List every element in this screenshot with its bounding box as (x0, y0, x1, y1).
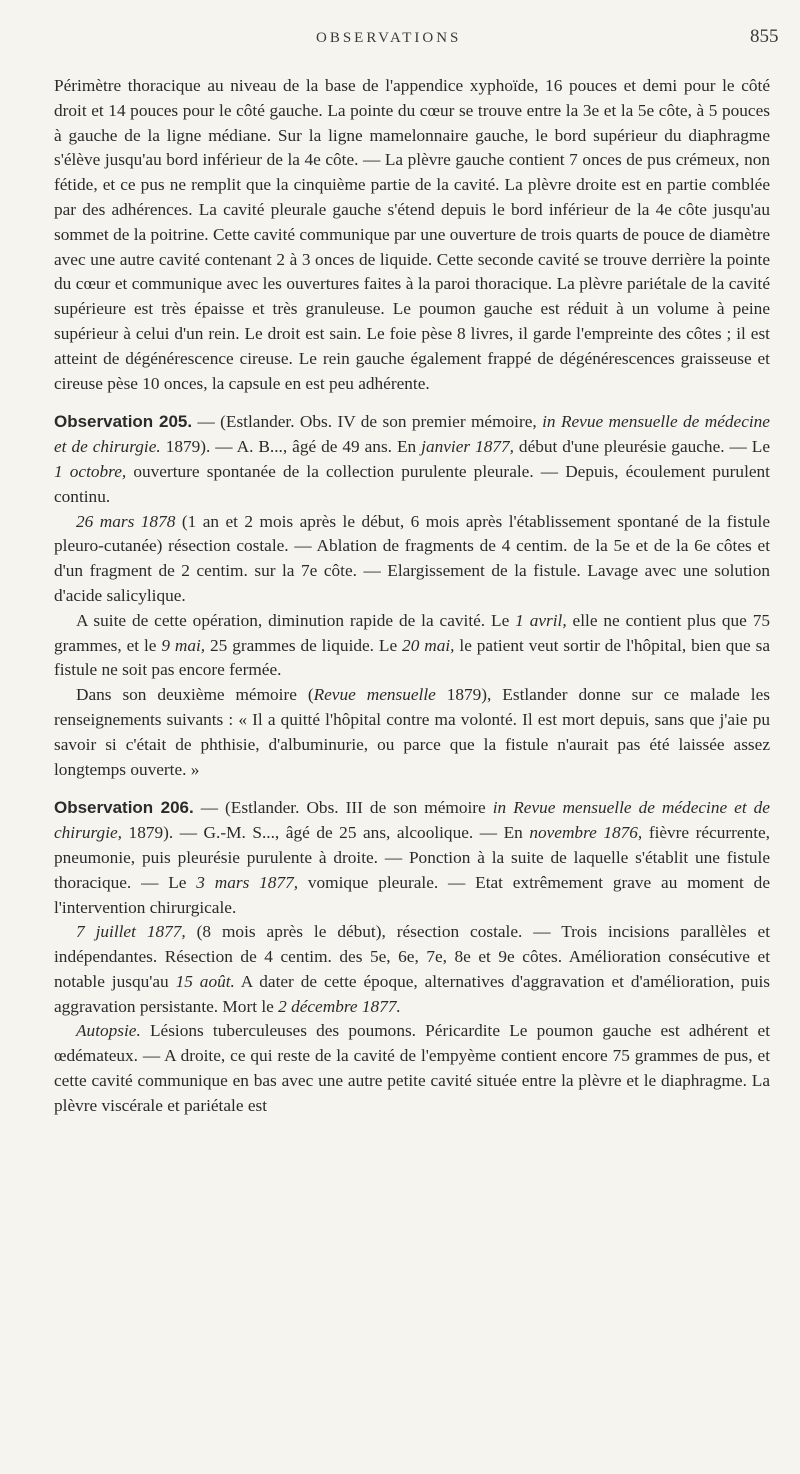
text-run: A suite de cette opération, diminution rapide de la cavité. Le (76, 610, 516, 630)
text-run: 1879). — G.-M. S..., âgé de 25 ans, alcoolique. — En (122, 823, 530, 843)
page-number: 855 (750, 26, 779, 47)
page-header (0, 24, 800, 58)
italic-run: 20 mai, (402, 635, 455, 655)
italic-run: Revue mensuelle (313, 685, 436, 705)
italic-run: novembre 1876, (529, 823, 643, 843)
text-run: ouverture spontanée de la collection purulente pleurale. — Depuis, écoulement purulent continu. (54, 461, 770, 506)
observation-205-paragraph-2 (54, 510, 770, 609)
observation-205-paragraph-3 (54, 609, 770, 683)
italic-run: 3 mars 1877, (196, 872, 299, 892)
text-run: 1879), Estlander donne sur ce malade les renseignements suivants : « Il a quitté l'hôpital contre ma volonté. Il est mort depuis, sans que j'aie pu savoir si c'était de phthisie, d'albuminurie, ou parce que la fistule n'aurait pas été laissée assez longtemps ouverte. » (54, 685, 770, 779)
text-run: (1 an et 2 mois après le début, 6 mois après l'établissement spontané de la fistule pleuro-cutanée) résection costale. — Ablation de fragments de 4 centim. de la 5e et de la 6e côtes et d'un fragment de 2 centim. sur la 7e côte. — Elargissement de la fistule. Lavage avec une solution d'acide salicylique. (54, 511, 770, 605)
observation-205-heading-paragraph (54, 410, 770, 509)
text-run: — (Estlander. Obs. III de son mémoire (193, 798, 493, 818)
italic-run: Autopsie. (76, 1021, 141, 1041)
text-run: fièvre récurrente, pneumonie, puis pleurésie purulente à droite. — Ponction à la suite de laquelle s'établit une fistule thoracique. — Le (54, 823, 771, 892)
text-run: Dans son deuxième mémoire ( (76, 685, 314, 705)
text-run: Lésions tuberculeuses des poumons. Péricardite Le poumon gauche est adhérent et œdémateux. — A droite, ce qui reste de la cavité de l'empyème contient encore 75 grammes de pus, et cette cavité communique en bas avec une autre petite cavité située entre la plèvre et le diaphragme. La plèvre viscérale et pariétale est (54, 1021, 770, 1115)
running-head: OBSERVATIONS (316, 30, 462, 46)
text-run: (8 mois après le début), résection costale. — Trois incisions parallèles et indépendantes. Résection de 4 centim. des 5e, 6e, 7e, 8e et 9e côtes. Amélioration consécutive et notable jusqu'au (54, 922, 770, 991)
italic-run: in Revue mensuelle de médecine et de chirurgie, (54, 798, 770, 843)
text-run: — (Estlander. Obs. IV de son premier mémoire, (192, 412, 543, 432)
italic-run: 2 décembre 1877. (278, 996, 401, 1016)
paragraph-continued: Périmètre thoracique au niveau de la base de l'appendice xyphoïde, 16 pouces et demi pour le côté droit et 14 pouces pour le côté gauche. La pointe du cœur se trouve entre la 3e et la 5e côte, à 5 pouces à gauche de la ligne médiane. Sur la ligne mamelonnaire gauche, le bord supérieur du diaphragme s'élève jusqu'au bord inférieur de la 4e côte. — La plèvre gauche contient 7 onces de pus crémeux, non fétide, et ce pus ne remplit que la cinquième partie de la cavité. La plèvre droite est en partie comblée par des adhérences. La cavité pleurale gauche s'étend depuis le bord inférieur de la 4e côte jusqu'au sommet de la poitrine. Cette cavité communique par une ouverture de trois quarts de pouce de diamètre avec une autre cavité contenant 2 à 3 onces de liquide. Cette seconde cavité se trouve derrière la pointe du cœur et communique avec les ouvertures faites à la paroi thoracique. La plèvre pariétale de la cavité supérieure est très épaisse et très granuleuse. Le poumon gauche est réduit à un volume à peine supérieur à celui d'un rein. Le droit est sain. Le foie pèse 8 livres, il garde l'empreinte des côtes ; il est atteint de dégénérescence cireuse. Le rein gauche également frappé de dégénérescences graisseuse et cireuse pèse 10 onces, la capsule en est peu adhérente. (54, 76, 770, 393)
text-run: 1879). — A. B..., âgé de 49 ans. En (160, 437, 422, 457)
observation-205-title: Observation 205. (54, 412, 193, 432)
observation-206-heading-paragraph (54, 796, 770, 920)
text-run: le patient veut sortir de l'hôpital, bien que sa fistule ne soit pas encore fermée. (54, 635, 771, 680)
italic-run: 9 mai, (161, 635, 206, 655)
observation-206-paragraph-3 (54, 1019, 770, 1118)
body-text (54, 74, 770, 1119)
italic-run: 7 juillet 1877, (76, 922, 186, 942)
text-run: elle ne contient plus que 75 grammes, et le (54, 610, 770, 655)
observation-206-title: Observation 206. (54, 798, 194, 818)
italic-run: 26 mars 1878 (76, 511, 176, 531)
observation-205-paragraph-4 (54, 683, 770, 782)
italic-run: 1 avril, (515, 610, 567, 630)
text-run: vomique pleurale. — Etat extrêmement grave au moment de l'intervention chirurgicale. (54, 872, 770, 917)
italic-run: 15 août. (175, 971, 235, 991)
observation-206-paragraph-2 (54, 920, 770, 1019)
italic-run: 1 octobre, (54, 461, 127, 481)
text-run: A dater de cette époque, alternatives d'aggravation et d'amélioration, puis aggravation persistante. Mort le (54, 971, 770, 1016)
text-run: début d'une pleurésie gauche. — Le (513, 437, 771, 457)
text-run: 25 grammes de liquide. Le (205, 635, 403, 655)
italic-run: janvier 1877, (421, 437, 514, 457)
italic-run: in Revue mensuelle de médecine et de chirurgie. (54, 412, 770, 457)
